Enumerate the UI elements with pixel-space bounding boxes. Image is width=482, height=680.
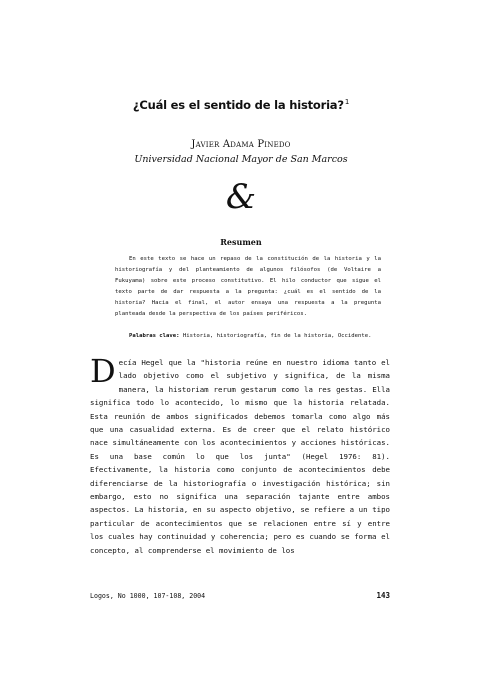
author-name: Javier Adama Pinedo: [191, 139, 291, 150]
page-number: 143: [376, 591, 390, 600]
journal-citation: Logos, No 1000, 107-108, 2004: [90, 592, 206, 600]
body-paragraph-text: ecía Hegel que la "historia reúne en nuestro idioma tanto el lado objetivo como el subjetivo y significa, de la misma manera, la historiam rerum gestarum como la res gestas. Ella significa todo lo acontecido, lo mismo que la historia relatada. Esta reunión de ambos significados debemos tomarla como algo más que una casualidad externa. Es de creer que el relato histórico nace simultáneamente con los acontecimientos y acciones históricas. Es una base común lo que los junta" (Hegel 1976: 81). Efectivamente, la historia como conjunto de acontecimientos debe diferenciarse de la historiografía o investigación histórica; sin embargo, esto no significa una separación tajante entre ambos aspectos. La historia, en su aspecto objetivo, se refiere a un tipo particular de acontecimientos que se relacionen entre sí y entre los cuales hay continuidad y coherencia; pero es cuando se forma el concepto, al comprenderse el movimiento de los: [90, 358, 390, 555]
keywords: [129, 331, 379, 341]
keywords-text: Historia, historiografía, fin de la historia, Occidente.: [179, 333, 372, 339]
article-title-text: ¿Cuál es el sentido de la historia?: [132, 98, 344, 112]
keywords-label: Palabras clave:: [129, 333, 180, 339]
title-footnote-mark[interactable]: 1: [344, 98, 350, 107]
ampersand-ornament: &: [225, 177, 257, 217]
article-title: [0, 98, 482, 112]
author-affiliation: Universidad Nacional Mayor de San Marcos: [134, 154, 348, 165]
abstract: [115, 254, 381, 320]
body-text: [90, 352, 390, 557]
abstract-text: En este texto se hace un repaso de la constitución de la historia y la historiografía y del planteamiento de algunos filósofos (de Voltaire a Fukuyama) sobre este proceso constitutivo. El hilo conductor que sigue el texto parte de dar respuesta a la pregunta: ¿cuál es el sentido de la historia? Hacia el final, el autor ensaya una respuesta a la pregunta planteada desde la perspectiva de los países periféricos.: [115, 256, 381, 317]
body-paragraph: [90, 352, 390, 557]
drop-cap: D: [90, 352, 116, 390]
abstract-heading: Resumen: [220, 237, 262, 247]
